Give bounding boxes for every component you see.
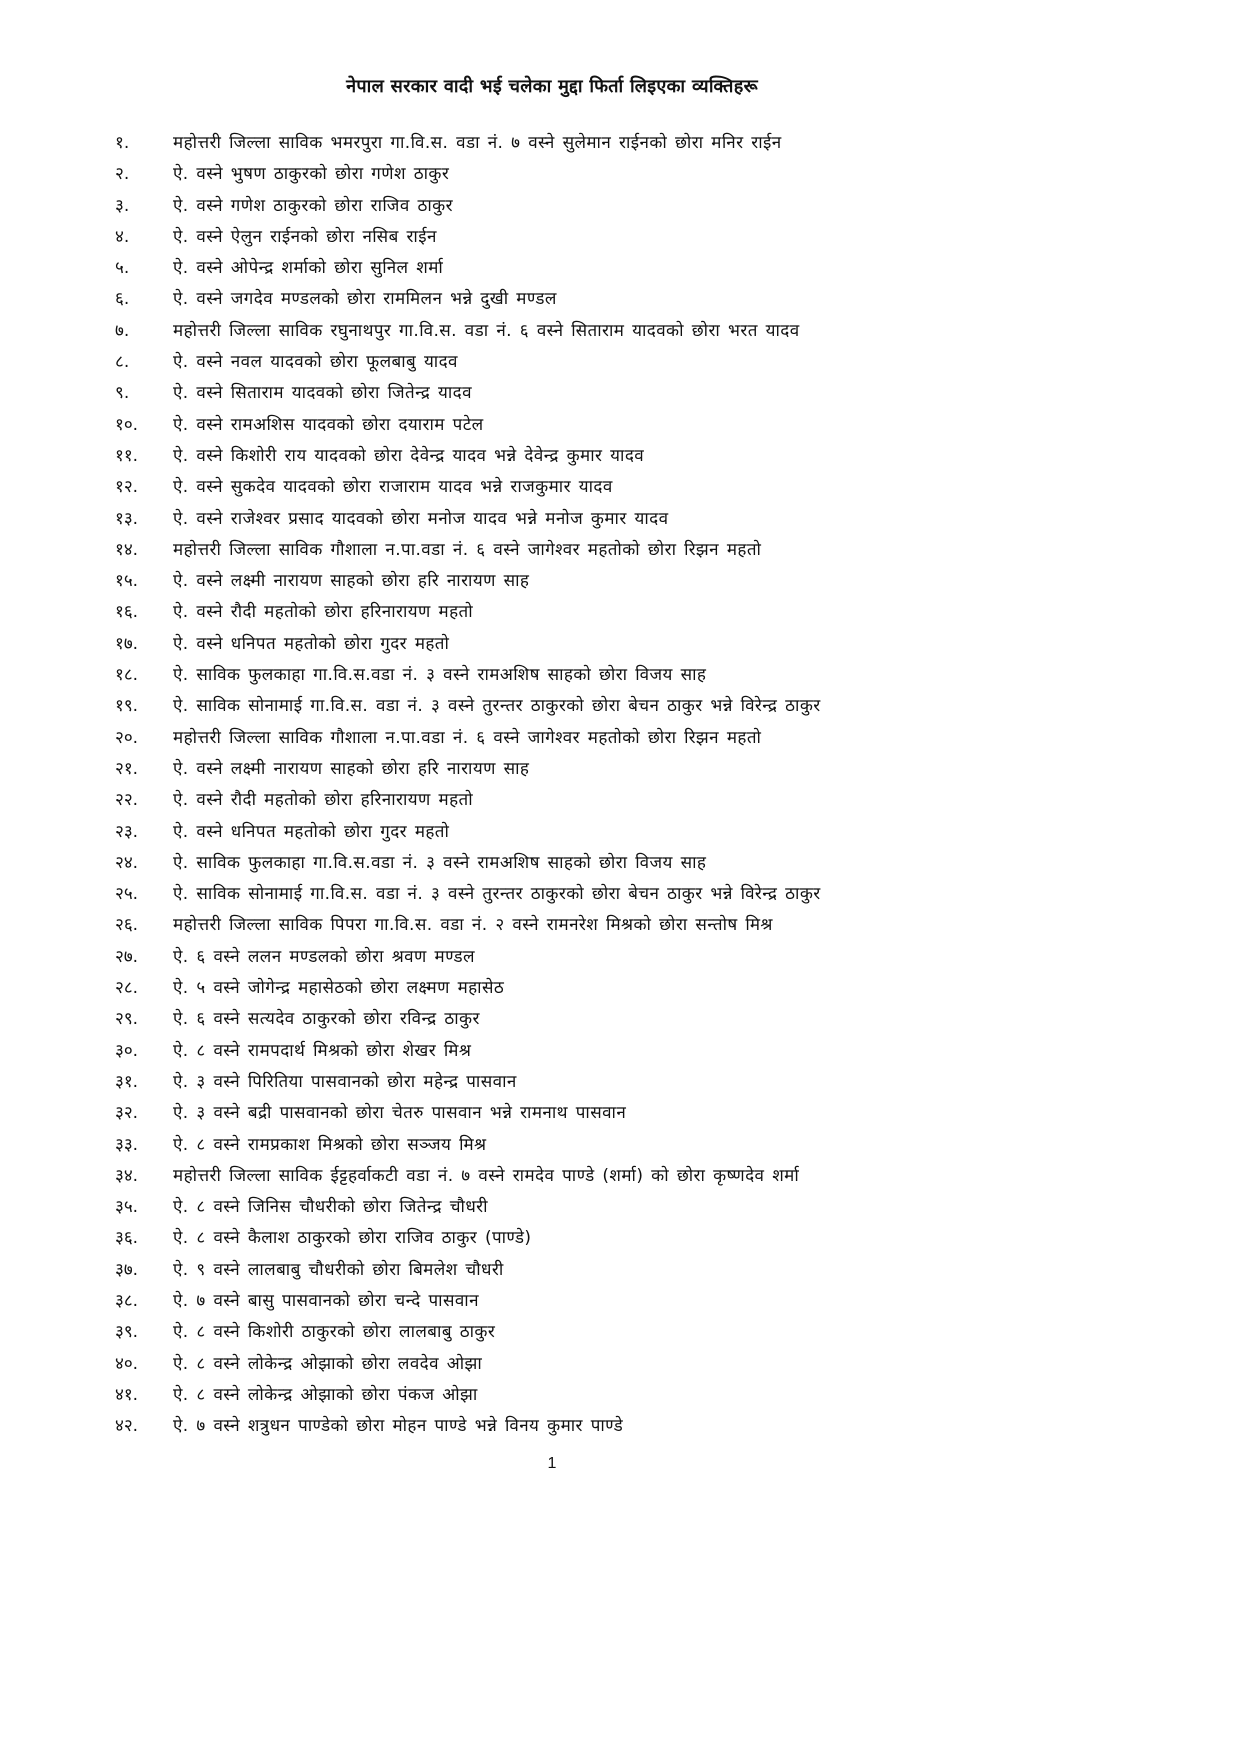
entry-text: ऐ. वस्ने सिताराम यादवको छोरा जितेन्द्र यादव (173, 383, 472, 404)
entry-number: ४. (115, 226, 130, 247)
entry-text: महोत्तरी जिल्ला साविक रघुनाथपुर गा.वि.स. वडा नं. ६ वस्ने सिताराम यादवको छोरा भरत यादव (173, 320, 800, 341)
entry-text: ऐ. वस्ने भुषण ठाकुरको छोरा गणेश ठाकुर (173, 164, 450, 185)
list-item (0, 535, 1104, 566)
entry-number: ११. (115, 445, 139, 466)
list-item (0, 597, 1104, 628)
entry-text: ऐ. ८ वस्ने रामप्रकाश मिश्रको छोरा सञ्जय मिश्र (173, 1134, 487, 1155)
list-item (0, 1255, 1104, 1286)
list-item (0, 1192, 1104, 1223)
entry-text: ऐ. ५ वस्ने जोगेन्द्र महासेठको छोरा लक्ष्मण महासेठ (173, 978, 505, 999)
entry-text: ऐ. वस्ने सुकदेव यादवको छोरा राजाराम यादव भन्ने राजकुमार यादव (173, 477, 613, 498)
entry-number: ३९. (115, 1322, 139, 1343)
list-item (0, 1130, 1104, 1161)
entry-text: ऐ. ३ वस्ने बद्री पासवानको छोरा चेतरु पासवान भन्ने रामनाथ पासवान (173, 1103, 627, 1124)
entry-text: महोत्तरी जिल्ला साविक गौशाला न.पा.वडा नं. ६ वस्ने जागेश्वर महतोको छोरा रिझन महतो (173, 727, 762, 748)
entry-text: ऐ. वस्ने नवल यादवको छोरा फूलबाबु यादव (173, 352, 458, 373)
entry-text: ऐ. वस्ने राजेश्वर प्रसाद यादवको छोरा मनोज यादव भन्ने मनोज कुमार यादव (173, 508, 669, 529)
entry-number: ५. (115, 258, 130, 279)
entry-text: ऐ. साविक फुलकाहा गा.वि.स.वडा नं. ३ वस्ने रामअशिष साहको छोरा विजय साह (173, 852, 707, 873)
list-item (0, 942, 1104, 973)
entry-number: ३३. (115, 1134, 139, 1155)
entry-number: १५. (115, 571, 139, 592)
list-item (0, 566, 1104, 597)
list-item (0, 472, 1104, 503)
entry-number: २. (115, 164, 130, 185)
entry-number: ३८. (115, 1290, 139, 1311)
list-item (0, 1098, 1104, 1129)
entry-text: ऐ. ८ वस्ने किशोरी ठाकुरको छोरा लालबाबु ठाकुर (173, 1322, 496, 1343)
entry-number: ३७. (115, 1259, 139, 1280)
entry-text: ऐ. ७ वस्ने शत्रुधन पाण्डेको छोरा मोहन पाण्डे भन्ने विनय कुमार पाण्डे (173, 1416, 624, 1437)
entry-text: ऐ. वस्ने लक्ष्मी नारायण साहको छोरा हरि नारायण साह (173, 758, 530, 779)
entry-text: ऐ. वस्ने लक्ष्मी नारायण साहको छोरा हरि नारायण साह (173, 571, 530, 592)
list-item (0, 378, 1104, 409)
entry-text: ऐ. वस्ने धनिपत महतोको छोरा गुदर महतो (173, 821, 450, 842)
entry-text: महोत्तरी जिल्ला साविक गौशाला न.पा.वडा नं. ६ वस्ने जागेश्वर महतोको छोरा रिझन महतो (173, 539, 762, 560)
list-item (0, 973, 1104, 1004)
list-item (0, 754, 1104, 785)
entry-number: २७. (115, 946, 139, 967)
list-item (0, 1067, 1104, 1098)
list-item (0, 191, 1104, 222)
list-item (0, 1349, 1104, 1380)
entry-number: ३१. (115, 1071, 139, 1092)
list-item (0, 910, 1104, 941)
list-item (0, 284, 1104, 315)
list-item (0, 504, 1104, 535)
entry-text: ऐ. ९ वस्ने लालबाबु चौधरीको छोरा बिमलेश चौधरी (173, 1259, 504, 1280)
list-item (0, 128, 1104, 159)
entry-number: १४. (115, 539, 139, 560)
list-item (0, 1411, 1104, 1442)
list-item (0, 817, 1104, 848)
entry-number: ४२. (115, 1416, 139, 1437)
list-item (0, 1223, 1104, 1254)
list-item (0, 1317, 1104, 1348)
entry-number: ७. (115, 320, 130, 341)
entry-number: ३२. (115, 1103, 139, 1124)
entry-number: २६. (115, 915, 139, 936)
entry-number: २०. (115, 727, 139, 748)
entry-text: ऐ. ६ वस्ने सत्यदेव ठाकुरको छोरा रविन्द्र ठाकुर (173, 1009, 480, 1030)
entry-text: ऐ. वस्ने गणेश ठाकुरको छोरा राजिव ठाकुर (173, 195, 453, 216)
list-item (0, 410, 1104, 441)
list-item (0, 1004, 1104, 1035)
entry-text: ऐ. वस्ने रौदी महतोको छोरा हरिनारायण महतो (173, 790, 474, 811)
list-item (0, 660, 1104, 691)
entry-text: ऐ. ३ वस्ने पिरितिया पासवानको छोरा महेन्द्र पासवान (173, 1071, 517, 1092)
entry-number: २८. (115, 978, 139, 999)
entry-text: ऐ. ७ वस्ने बासु पासवानको छोरा चन्दे पासवान (173, 1290, 479, 1311)
entry-number: २२. (115, 790, 139, 811)
list-item (0, 1161, 1104, 1192)
entry-number: ३५. (115, 1197, 139, 1218)
entry-text: महोत्तरी जिल्ला साविक पिपरा गा.वि.स. वडा नं. २ वस्ने रामनरेश मिश्रको छोरा सन्तोष मिश्र (173, 915, 773, 936)
list-item (0, 1286, 1104, 1317)
list-item (0, 785, 1104, 816)
entry-number: ८. (115, 352, 130, 373)
list-item (0, 159, 1104, 190)
entry-number: २५. (115, 884, 139, 905)
entry-text: ऐ. ८ वस्ने रामपदार्थ मिश्रको छोरा शेखर मिश्र (173, 1040, 472, 1061)
page-number: 1 (547, 1455, 557, 1472)
list-item (0, 691, 1104, 722)
entry-text: ऐ. वस्ने ओपेन्द्र शर्माको छोरा सुनिल शर्मा (173, 258, 444, 279)
entry-text: महोत्तरी जिल्ला साविक ईट्टहर्वाकटी वडा नं. ७ वस्ने रामदेव पाण्डे (शर्मा) को छोरा कृष्णदेव शर्मा (173, 1165, 800, 1186)
list-item (0, 848, 1104, 879)
list-item (0, 316, 1104, 347)
entry-text: ऐ. ८ वस्ने लोकेन्द्र ओझाको छोरा लवदेव ओझा (173, 1353, 483, 1374)
list-item (0, 629, 1104, 660)
list-item (0, 347, 1104, 378)
entry-number: १७. (115, 633, 139, 654)
entry-text: ऐ. वस्ने ऐलुन राईनको छोरा नसिब राईन (173, 226, 437, 247)
entry-number: ३. (115, 195, 130, 216)
entry-number: ३६. (115, 1228, 139, 1249)
entry-text: ऐ. ६ वस्ने ललन मण्डलको छोरा श्रवण मण्डल (173, 946, 475, 967)
entry-list (0, 128, 1104, 1442)
entry-number: १६. (115, 602, 139, 623)
page-title: नेपाल सरकार वादी भई चलेका मुद्दा फिर्ता लिइएका व्यक्तिहरू (346, 76, 758, 97)
entry-text: ऐ. साविक फुलकाहा गा.वि.स.वडा नं. ३ वस्ने रामअशिष साहको छोरा विजय साह (173, 665, 707, 686)
entry-number: २४. (115, 852, 139, 873)
entry-number: ३४. (115, 1165, 139, 1186)
list-item (0, 253, 1104, 284)
entry-text: ऐ. वस्ने रौदी महतोको छोरा हरिनारायण महतो (173, 602, 474, 623)
list-item (0, 222, 1104, 253)
entry-number: १२. (115, 477, 139, 498)
entry-number: १३. (115, 508, 139, 529)
list-item (0, 879, 1104, 910)
entry-text: ऐ. साविक सोनामाई गा.वि.स. वडा नं. ३ वस्ने तुरन्तर ठाकुरको छोरा बेचन ठाकुर भन्ने विरेन्द्र ठाकुर (173, 696, 821, 717)
entry-text: ऐ. ८ वस्ने जिनिस चौधरीको छोरा जितेन्द्र चौधरी (173, 1197, 488, 1218)
entry-text: महोत्तरी जिल्ला साविक भमरपुरा गा.वि.स. वडा नं. ७ वस्ने सुलेमान राईनको छोरा मनिर राईन (173, 133, 782, 153)
entry-text: ऐ. वस्ने किशोरी राय यादवको छोरा देवेन्द्र यादव भन्ने देवेन्द्र कुमार यादव (173, 445, 645, 466)
entry-number: ६. (115, 289, 130, 310)
entry-number: ९. (115, 383, 130, 404)
entry-text: ऐ. ८ वस्ने लोकेन्द्र ओझाको छोरा पंकज ओझा (173, 1384, 478, 1405)
entry-number: १०. (115, 414, 139, 435)
entry-number: २१. (115, 758, 139, 779)
entry-number: ४१. (115, 1384, 139, 1405)
entry-number: १९. (115, 696, 139, 717)
entry-number: २३. (115, 821, 139, 842)
list-item (0, 723, 1104, 754)
entry-text: ऐ. ८ वस्ने कैलाश ठाकुरको छोरा राजिव ठाकुर (पाण्डे) (173, 1228, 532, 1249)
entry-text: ऐ. वस्ने रामअशिस यादवको छोरा दयाराम पटेल (173, 414, 484, 435)
entry-text: ऐ. वस्ने धनिपत महतोको छोरा गुदर महतो (173, 633, 450, 654)
entry-number: १. (115, 133, 130, 153)
entry-number: ४०. (115, 1353, 139, 1374)
list-item (0, 441, 1104, 472)
entry-text: ऐ. साविक सोनामाई गा.वि.स. वडा नं. ३ वस्ने तुरन्तर ठाकुरको छोरा बेचन ठाकुर भन्ने विरेन्द्र ठाकुर (173, 884, 821, 905)
list-item (0, 1380, 1104, 1411)
entry-number: १८. (115, 665, 139, 686)
entry-text: ऐ. वस्ने जगदेव मण्डलको छोरा राममिलन भन्ने दुखी मण्डल (173, 289, 557, 310)
entry-number: ३०. (115, 1040, 139, 1061)
entry-number: २९. (115, 1009, 139, 1030)
list-item (0, 1036, 1104, 1067)
